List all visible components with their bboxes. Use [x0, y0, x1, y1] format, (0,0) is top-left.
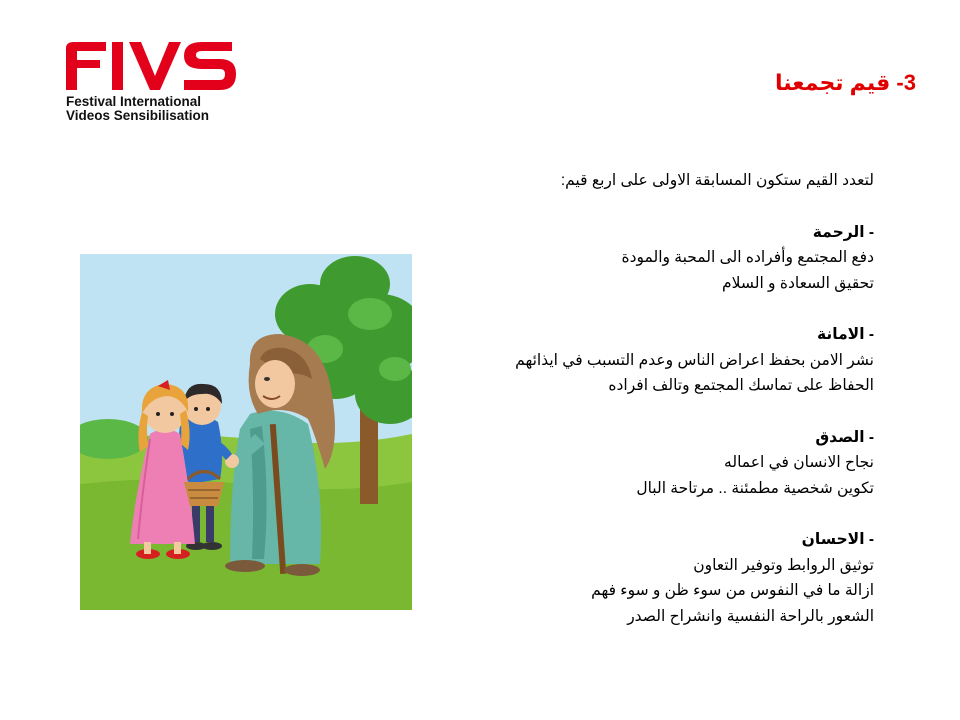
section-mercy — [434, 220, 874, 297]
section-line: الحفاظ على تماسك المجتمع وتالف افراده — [608, 377, 874, 394]
section-line: تحقيق السعادة و السلام — [722, 274, 874, 292]
fivs-logo-mark — [62, 38, 237, 94]
section-title: - الصدق — [815, 428, 874, 446]
slide-title: 3- قيم تجمعنا — [775, 70, 916, 95]
illustration-drawing — [80, 254, 412, 610]
intro-text: لتعدد القيم ستكون المسابقة الاولى على اربع قيم: — [560, 172, 874, 189]
illustration-children-helping-old-woman — [80, 254, 412, 610]
section-line: الشعور بالراحة النفسية وانشراح الصدر — [627, 607, 874, 625]
section-title: - الاحسان — [801, 531, 874, 548]
fivs-logo — [62, 38, 237, 128]
section-trust — [434, 322, 874, 399]
section-title: - الامانة — [817, 326, 874, 343]
logo-text-line1: Festival International — [66, 94, 202, 109]
section-line: تكوين شخصية مطمئنة .. مرتاحة البال — [636, 479, 874, 497]
section-title: - الرحمة — [812, 223, 874, 241]
section-line: ازالة ما في النفوس من سوء ظن و سوء فهم — [591, 582, 874, 599]
section-honesty — [434, 425, 874, 502]
section-line: دفع المجتمع وأفراده الى المحبة والمودة — [621, 249, 874, 266]
section-line: نشر الامن بحفظ اعراض الناس وعدم التسبب في ايذائهم — [515, 351, 874, 369]
values-content — [434, 168, 874, 629]
section-line: نجاح الانسان في اعماله — [724, 454, 874, 471]
logo-text-line2: Videos Sensibilisation — [66, 108, 210, 123]
section-line: توثيق الروابط وتوفير التعاون — [693, 556, 874, 574]
section-benevolence — [434, 527, 874, 629]
